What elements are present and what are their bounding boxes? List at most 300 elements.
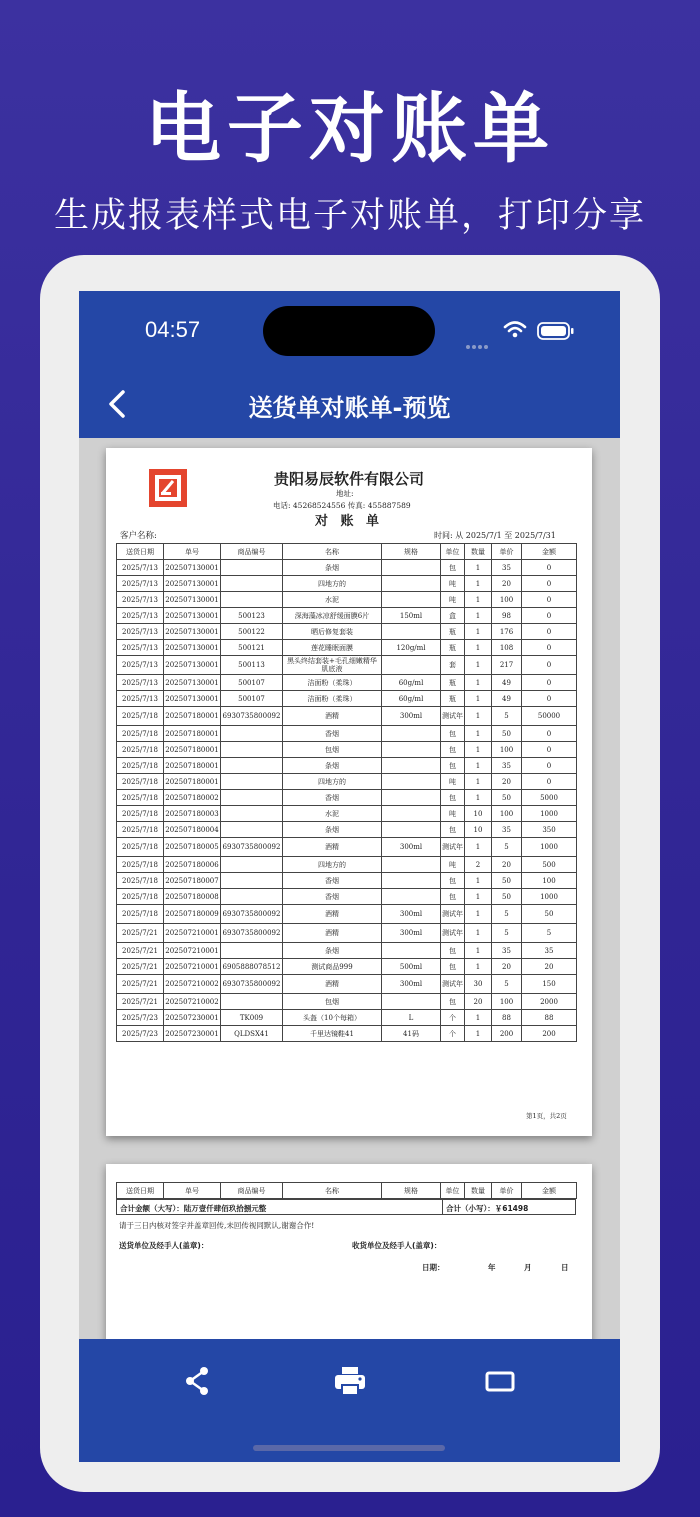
table-cell: 瓶 (441, 691, 465, 707)
table-cell: 35 (492, 560, 522, 576)
table-cell (221, 873, 283, 889)
table-cell (221, 994, 283, 1010)
table-cell (221, 774, 283, 790)
table-cell: 2025/7/18 (117, 774, 164, 790)
table-cell: 0 (522, 742, 577, 758)
table-cell: 300ml (382, 707, 441, 726)
table-cell: 吨 (441, 774, 465, 790)
year-label: 年 (488, 1263, 496, 1272)
table-cell: 500113 (221, 656, 283, 675)
table-cell: 2025/7/23 (117, 1026, 164, 1042)
table-cell: 条烟 (283, 822, 382, 838)
table-cell: 2025/7/18 (117, 822, 164, 838)
table-cell: 35 (492, 758, 522, 774)
table-cell: 500 (522, 857, 577, 873)
table-cell: 测试年 (441, 924, 465, 943)
column-header: 单号 (164, 544, 221, 560)
table-cell: 200 (492, 1026, 522, 1042)
table-cell: 500ml (382, 959, 441, 975)
table-row (117, 857, 577, 873)
signal-icon (466, 334, 490, 353)
table-cell: 202507180007 (164, 873, 221, 889)
table-cell: 2025/7/13 (117, 624, 164, 640)
table-cell: 1 (465, 943, 492, 959)
table-cell: 1 (465, 576, 492, 592)
company-name: 贵阳易辰软件有限公司 (273, 470, 424, 488)
table-cell: 20 (465, 994, 492, 1010)
table-cell: 1 (465, 707, 492, 726)
table-cell: 1 (465, 924, 492, 943)
table-cell: 6930735800092 (221, 707, 283, 726)
statement-table (116, 543, 577, 1042)
table-cell (382, 873, 441, 889)
table-cell: 202507210001 (164, 924, 221, 943)
table-cell (382, 889, 441, 905)
table-cell: 2025/7/13 (117, 691, 164, 707)
table-cell: 202507210001 (164, 959, 221, 975)
table-cell (221, 943, 283, 959)
table-row (117, 924, 577, 943)
table-cell: 四地方的 (283, 576, 382, 592)
wifi-icon (503, 320, 527, 338)
column-header: 规格 (382, 1183, 441, 1199)
table-cell: 500121 (221, 640, 283, 656)
statement-period: 时间: 从 2025/7/1 至 2025/7/31 (434, 531, 556, 540)
print-button[interactable] (332, 1363, 368, 1399)
table-cell: 1 (465, 959, 492, 975)
table-cell: 1 (465, 592, 492, 608)
table-cell: 1 (465, 560, 492, 576)
table-cell: 莲花睡眠面膜 (283, 640, 382, 656)
table-cell: 2025/7/18 (117, 889, 164, 905)
table-cell: 202507210001 (164, 943, 221, 959)
table-cell: 1 (465, 905, 492, 924)
table-cell: 洁面粉（柔珠） (283, 691, 382, 707)
table-cell: 49 (492, 675, 522, 691)
table-cell: 香烟 (283, 873, 382, 889)
table-cell: 1 (465, 889, 492, 905)
table-cell: 条烟 (283, 943, 382, 959)
table-cell (221, 790, 283, 806)
table-cell: 包 (441, 943, 465, 959)
table-cell: 100 (522, 873, 577, 889)
column-header: 金额 (522, 1183, 577, 1199)
table-cell: 2025/7/18 (117, 873, 164, 889)
table-row (117, 560, 577, 576)
column-header: 单位 (441, 544, 465, 560)
column-header: 名称 (283, 544, 382, 560)
table-cell (221, 726, 283, 742)
table-cell: 6930735800092 (221, 975, 283, 994)
nav-title: 送货单对账单-预览 (248, 394, 451, 422)
table-cell: 测试商品999 (283, 959, 382, 975)
table-cell: 300ml (382, 975, 441, 994)
table-cell: 1 (465, 758, 492, 774)
table-cell (382, 742, 441, 758)
table-cell: 500123 (221, 608, 283, 624)
column-header: 送货日期 (117, 544, 164, 560)
column-header: 送货日期 (117, 1183, 164, 1199)
table-cell: 2025/7/21 (117, 959, 164, 975)
table-row (117, 742, 577, 758)
table-row (117, 758, 577, 774)
table-cell: 包 (441, 959, 465, 975)
table-cell: 98 (492, 608, 522, 624)
table-cell: 个 (441, 1010, 465, 1026)
company-phone-fax: 电话: 45268524556 传真: 455887589 (273, 501, 411, 510)
table-row (117, 774, 577, 790)
table-cell: 测试年 (441, 975, 465, 994)
table-cell: 香烟 (283, 726, 382, 742)
table-cell: 1 (465, 790, 492, 806)
table-cell: 202507130001 (164, 691, 221, 707)
table-row (117, 943, 577, 959)
table-cell: 500107 (221, 675, 283, 691)
table-cell: 202507130001 (164, 576, 221, 592)
table-cell: 350 (522, 822, 577, 838)
table-row (117, 675, 577, 691)
column-header: 名称 (283, 1183, 382, 1199)
table-cell: 测试年 (441, 707, 465, 726)
confirmation-notice: 请于三日内核对签字并盖章回传,未回传视同默认,谢谢合作! (119, 1221, 315, 1230)
table-cell: 1 (465, 1010, 492, 1026)
table-cell (382, 656, 441, 675)
column-header: 金额 (522, 544, 577, 560)
table-cell: 50 (492, 726, 522, 742)
table-cell: 2025/7/18 (117, 742, 164, 758)
table-cell: 1 (465, 726, 492, 742)
bottom-action-bar (79, 1339, 620, 1462)
table-cell: 包 (441, 560, 465, 576)
table-cell: 0 (522, 675, 577, 691)
table-cell: 测试年 (441, 905, 465, 924)
table-cell: 水泥 (283, 592, 382, 608)
phone-screen (79, 291, 620, 1462)
table-cell: 202507180001 (164, 774, 221, 790)
table-cell: 88 (522, 1010, 577, 1026)
table-cell: 包烟 (283, 742, 382, 758)
table-cell: 2025/7/18 (117, 790, 164, 806)
table-cell: 108 (492, 640, 522, 656)
table-row (117, 959, 577, 975)
table-cell: 包 (441, 822, 465, 838)
table-cell (221, 742, 283, 758)
table-row (117, 822, 577, 838)
customer-label: 客户名称: (120, 531, 157, 541)
table-cell: 202507130001 (164, 656, 221, 675)
table-cell: 包 (441, 758, 465, 774)
table-cell: 包 (441, 889, 465, 905)
table-cell: 150 (522, 975, 577, 994)
table-cell: 30 (465, 975, 492, 994)
table-row (117, 608, 577, 624)
table-cell (382, 774, 441, 790)
table-cell: 5 (492, 924, 522, 943)
table-cell: 100 (492, 742, 522, 758)
table-row (117, 624, 577, 640)
table-row (117, 1026, 577, 1042)
table-body (117, 560, 577, 1042)
table-cell (382, 822, 441, 838)
table-cell: 5 (522, 924, 577, 943)
table-cell: 套 (441, 656, 465, 675)
column-header: 单价 (492, 1183, 522, 1199)
table-cell: 包 (441, 873, 465, 889)
table-cell: 深海藻冰凉舒缓面膜6片 (283, 608, 382, 624)
column-header: 商品编号 (221, 544, 283, 560)
table-row (117, 889, 577, 905)
table-cell: 202507130001 (164, 675, 221, 691)
sender-signature-label: 送货单位及经手人(盖章)： (119, 1241, 209, 1250)
table-cell: 202507130001 (164, 592, 221, 608)
table-cell: 100 (492, 592, 522, 608)
table-cell: 6905888078512 (221, 959, 283, 975)
table-cell: 20 (492, 576, 522, 592)
table-cell: 202507230001 (164, 1010, 221, 1026)
table-cell: 202507180006 (164, 857, 221, 873)
table-cell (221, 592, 283, 608)
home-indicator (253, 1445, 445, 1451)
table-cell: 10 (465, 822, 492, 838)
table-cell: 202507180001 (164, 726, 221, 742)
column-header: 数量 (465, 1183, 492, 1199)
table-cell: 5 (492, 905, 522, 924)
table-cell: 1 (465, 656, 492, 675)
day-label: 日 (561, 1263, 569, 1272)
table-cell: 35 (492, 943, 522, 959)
table-cell: 300ml (382, 905, 441, 924)
table-cell: 202507130001 (164, 560, 221, 576)
table-cell: 20 (522, 959, 577, 975)
table-cell: 0 (522, 624, 577, 640)
table-cell (221, 806, 283, 822)
table-header-row (117, 544, 577, 560)
table-row (117, 707, 577, 726)
total-amount-lower: 合计（小写）：￥61498 (446, 1204, 529, 1213)
table-cell (382, 624, 441, 640)
table-cell (382, 758, 441, 774)
table-cell: 黑头终结套装+毛孔细嫩精华肌底液 (283, 656, 382, 675)
column-header: 单位 (441, 1183, 465, 1199)
table-row (117, 1010, 577, 1026)
table-cell: 0 (522, 726, 577, 742)
table-cell: 2025/7/18 (117, 758, 164, 774)
table-cell: 测试年 (441, 838, 465, 857)
table-cell: 洁面粉（柔珠） (283, 675, 382, 691)
table-cell: 吨 (441, 806, 465, 822)
table-cell: 500122 (221, 624, 283, 640)
table-cell: 0 (522, 608, 577, 624)
table-cell: 酒精 (283, 924, 382, 943)
table-cell: 0 (522, 592, 577, 608)
company-address: 地址: (336, 489, 354, 498)
table-cell: QLDSX41 (221, 1026, 283, 1042)
table-cell: 1000 (522, 806, 577, 822)
table-cell: 0 (522, 774, 577, 790)
table-cell: 1 (465, 608, 492, 624)
table-cell: 香烟 (283, 889, 382, 905)
table-cell: 500107 (221, 691, 283, 707)
table-cell: 20 (492, 857, 522, 873)
table-cell: 酒精 (283, 707, 382, 726)
table-cell: 盒 (441, 608, 465, 624)
column-header: 单价 (492, 544, 522, 560)
table-cell: 60g/ml (382, 691, 441, 707)
table-cell: 2025/7/18 (117, 838, 164, 857)
table-cell: 1 (465, 838, 492, 857)
table-cell: 0 (522, 576, 577, 592)
table-cell: 2025/7/13 (117, 576, 164, 592)
table-cell (382, 994, 441, 1010)
table-cell: 条烟 (283, 560, 382, 576)
table-cell: 202507230001 (164, 1026, 221, 1042)
table-cell: 10 (465, 806, 492, 822)
column-header: 数量 (465, 544, 492, 560)
table-cell: 202507180003 (164, 806, 221, 822)
table-row (117, 994, 577, 1010)
table-cell: 6930735800092 (221, 905, 283, 924)
table-cell: 2025/7/21 (117, 924, 164, 943)
table-cell: 50 (492, 790, 522, 806)
table-cell: 35 (522, 943, 577, 959)
table-cell: 酒精 (283, 975, 382, 994)
table-cell: 202507180004 (164, 822, 221, 838)
table-cell: 202507180002 (164, 790, 221, 806)
table-cell: 吨 (441, 857, 465, 873)
table-cell: 6930735800092 (221, 838, 283, 857)
table-cell: 包烟 (283, 994, 382, 1010)
table-cell: 5 (492, 838, 522, 857)
table-cell: 酒精 (283, 838, 382, 857)
table-cell: 202507180005 (164, 838, 221, 857)
table-cell: 包 (441, 790, 465, 806)
table-cell: 包 (441, 742, 465, 758)
table-cell: 1 (465, 742, 492, 758)
table-cell: 1 (465, 873, 492, 889)
table-cell: 50 (492, 873, 522, 889)
column-header: 规格 (382, 544, 441, 560)
table-cell: 300ml (382, 838, 441, 857)
table-cell: 202507180008 (164, 889, 221, 905)
preview-toggle-button[interactable] (482, 1363, 518, 1399)
table-cell: 176 (492, 624, 522, 640)
table-cell (221, 822, 283, 838)
table-cell: 6930735800092 (221, 924, 283, 943)
table-cell (382, 790, 441, 806)
table-cell: 2025/7/13 (117, 608, 164, 624)
table-cell: 晒后修复套装 (283, 624, 382, 640)
table-cell: 0 (522, 656, 577, 675)
table-cell: 2025/7/13 (117, 640, 164, 656)
table-cell: 1000 (522, 838, 577, 857)
table-cell: 49 (492, 691, 522, 707)
table-cell: 20 (492, 959, 522, 975)
table-cell (382, 560, 441, 576)
table-cell: 2025/7/18 (117, 806, 164, 822)
table-cell: 0 (522, 691, 577, 707)
table-cell: 200 (522, 1026, 577, 1042)
table-cell: 四地方的 (283, 857, 382, 873)
table-cell: 5 (492, 975, 522, 994)
table-cell: 217 (492, 656, 522, 675)
table-cell: 50000 (522, 707, 577, 726)
table-cell: 1 (465, 691, 492, 707)
table-cell: 2025/7/13 (117, 592, 164, 608)
table-cell: 1 (465, 1026, 492, 1042)
table-cell: 1000 (522, 889, 577, 905)
table-cell: 条烟 (283, 758, 382, 774)
table-cell (382, 806, 441, 822)
table-cell: 酒精 (283, 905, 382, 924)
month-label: 月 (524, 1263, 532, 1272)
battery-icon (537, 321, 575, 341)
column-header: 商品编号 (221, 1183, 283, 1199)
table-cell: 2025/7/13 (117, 656, 164, 675)
table-cell (382, 576, 441, 592)
table-cell: 202507210002 (164, 994, 221, 1010)
total-row (116, 1199, 576, 1215)
table-row (117, 592, 577, 608)
table-row (117, 806, 577, 822)
table-cell: 20 (492, 774, 522, 790)
table-cell: 包 (441, 994, 465, 1010)
table-row (117, 691, 577, 707)
table-cell: 0 (522, 640, 577, 656)
table-cell: 202507180009 (164, 905, 221, 924)
table-cell: 吨 (441, 592, 465, 608)
table-cell: 300ml (382, 924, 441, 943)
table-cell (221, 758, 283, 774)
table-cell: 2025/7/13 (117, 560, 164, 576)
table-cell: 5000 (522, 790, 577, 806)
table-cell: 瓶 (441, 675, 465, 691)
table-cell: 50 (522, 905, 577, 924)
table-cell: 2025/7/18 (117, 726, 164, 742)
table-cell: 包 (441, 726, 465, 742)
table-cell (382, 857, 441, 873)
table-cell: 瓶 (441, 640, 465, 656)
table-cell (382, 592, 441, 608)
table-cell: TK009 (221, 1010, 283, 1026)
table-cell: 100 (492, 806, 522, 822)
table-cell: 5 (492, 707, 522, 726)
table-cell: 四地方的 (283, 774, 382, 790)
table-cell: 202507210002 (164, 975, 221, 994)
table-cell: 202507180001 (164, 742, 221, 758)
table-cell: 120g/ml (382, 640, 441, 656)
table-cell (382, 726, 441, 742)
promo-subtitle: 生成报表样式电子对账单，打印分享 (53, 196, 646, 236)
table-cell (382, 943, 441, 959)
table-row (117, 726, 577, 742)
table-row (117, 576, 577, 592)
table-cell: 100 (492, 994, 522, 1010)
total-amount-upper: 合计金额（大写）：陆万壹仟肆佰玖拾捌元整 (120, 1204, 267, 1213)
share-button[interactable] (180, 1363, 216, 1399)
table-cell: 个 (441, 1026, 465, 1042)
date-label: 日期： (422, 1263, 445, 1272)
table-header-row (117, 1183, 577, 1199)
table-cell: 水泥 (283, 806, 382, 822)
table-cell: 1 (465, 624, 492, 640)
table-cell: 60g/ml (382, 675, 441, 691)
table-cell: 1 (465, 774, 492, 790)
table-cell: 202507130001 (164, 624, 221, 640)
page-number: 第1页，共2页 (526, 1112, 567, 1120)
status-time: 04:57 (145, 317, 201, 342)
table-cell: 35 (492, 822, 522, 838)
app-header (79, 291, 620, 438)
